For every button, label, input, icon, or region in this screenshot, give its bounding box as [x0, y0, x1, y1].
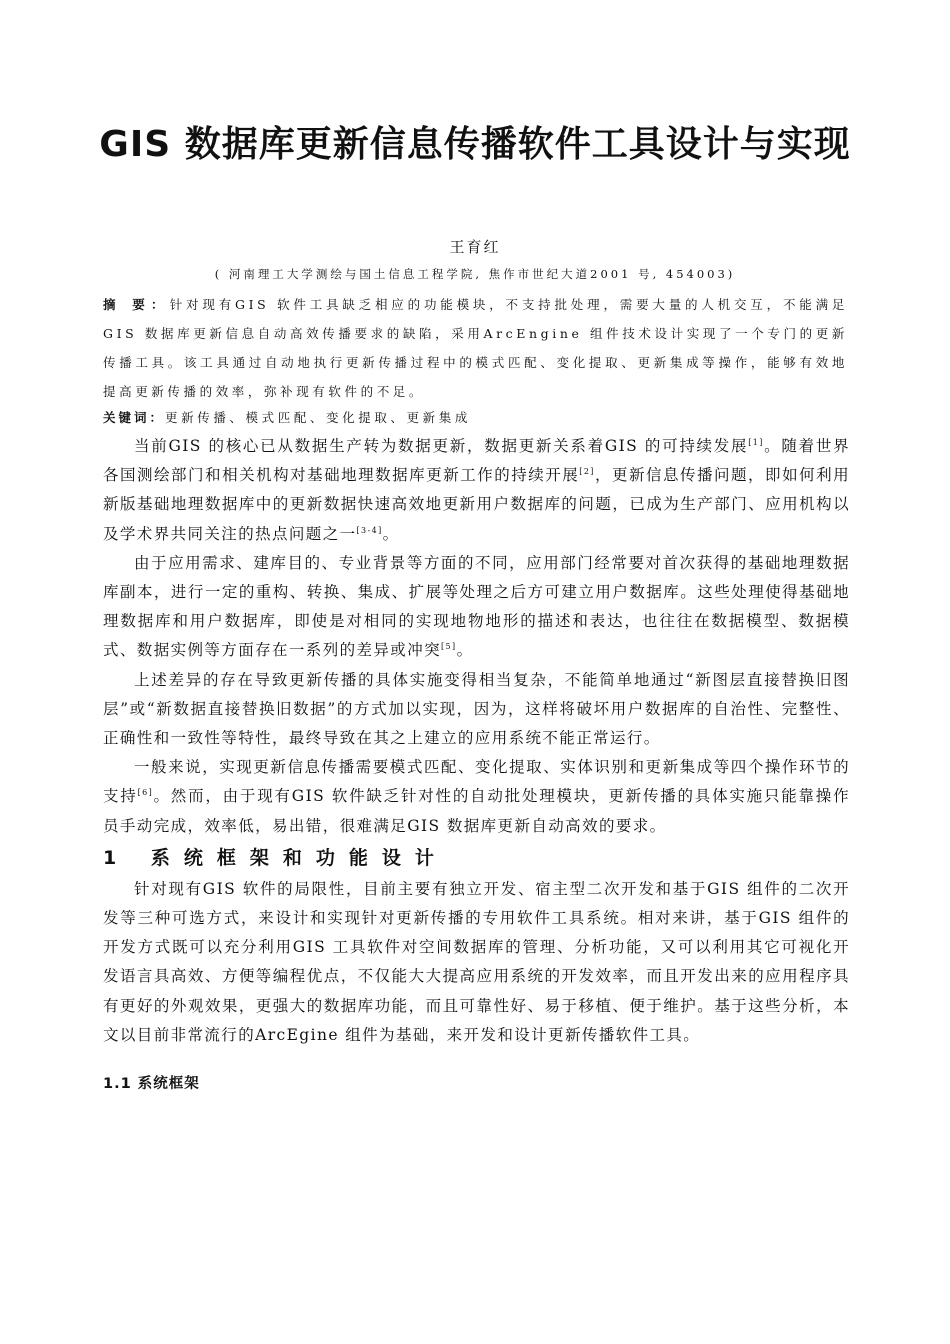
citation: [2]	[579, 467, 595, 477]
abstract	[103, 290, 848, 406]
paragraph-text: 。然而，由于现有GIS 软件缺乏针对性的自动批处理模块，更新传播的具体实施只能靠操作员手动完成，效率低，易出错，很难满足GIS 数据库更新自动高效的要求。	[103, 787, 850, 835]
citation: [3-4]	[356, 525, 383, 535]
body-text	[103, 432, 850, 1099]
paper-title: GIS 数据库更新信息传播软件工具设计与实现	[99, 124, 851, 165]
keywords-label: 关键词：	[103, 410, 166, 425]
paragraph-2	[103, 549, 850, 666]
paragraph-4	[103, 753, 850, 841]
citation: [1]	[748, 437, 764, 447]
paragraph-text: 。	[456, 641, 474, 660]
paragraph-1	[103, 432, 850, 549]
abstract-text: 针对现有GIS 软件工具缺乏相应的功能模块，不支持批处理，需要大量的人机交互，不能满足GIS 数据库更新信息自动高效传播要求的缺陷，采用ArcEngine 组件技术设计实现了一个专门的更新传播工具。该工具通过自动地执行更新传播过程中的模式匹配、变化提取、更新集成等操作，能够有效地提高更新传播的效率，弥补现有软件的不足。	[103, 297, 848, 399]
section-paragraph: 针对现有GIS 软件的局限性，目前主要有独立开发、宿主型二次开发和基于GIS 组件的二次开发等三种可选方式，来设计和实现针对更新传播的专用软件工具系统。相对来讲，基于GIS 组件的开发方式既可以充分利用GIS 工具软件对空间数据库的管理、分析功能，又可以利用其它可视化开发语言具高效、方便等编程优点，不仅能大大提高应用系统的开发效率，而且开发出来的应用程序具有更好的外观效果，更强大的数据库功能，而且可靠性好、易于移植、便于维护。基于这些分析，本文以目前非常流行的ArcEgine 组件为基础，来开发和设计更新传播软件工具。	[103, 879, 850, 1044]
affiliation: ( 河南理工大学测绘与国土信息工程学院, 焦作市世纪大道2001 号, 454003)	[214, 267, 736, 281]
subsection-heading: 1.1 系统框架	[103, 1076, 200, 1093]
paragraph-text: 一般来说，实现更新信息传播需要模式匹配、变化提取、实体识别和更新集成等四个操作环节的支持	[103, 758, 850, 806]
paragraph-text: 由于应用需求、建库目的、专业背景等方面的不同，应用部门经常要对首次获得的基础地理数据库副本，进行一定的重构、转换、集成、扩展等处理之后方可建立用户数据库。这些处理使得基础地理数据库和用户数据库，即使是对相同的实现地物地形的描述和表达，也往往在数据模型、数据模式、数据实例等方面存在一系列的差异或冲突	[103, 553, 850, 660]
paragraph-3	[103, 666, 850, 754]
section-heading: 1 系统框架和功能设计	[103, 846, 448, 869]
paragraph-text: 上述差异的存在导致更新传播的具体实施变得相当复杂，不能简单地通过“新图层直接替换旧图层”或“新数据直接替换旧数据”的方式加以实现，因为，这样将破坏用户数据库的自治性、完整性、正确性和一致性等特性，最终导致在其之上建立的应用系统不能正常运行。	[103, 670, 850, 748]
paragraph-text: ，更新信息传播问题，即如何利用新版基础地理数据库中的更新数据快速高效地更新用户数据库的问题，已成为生产部门、应用机构以及学术界共同关注的热点问题之一	[103, 466, 850, 543]
paragraph-text: 当前GIS 的核心已从数据生产转为数据更新，数据更新关系着GIS 的可持续发展	[134, 437, 749, 455]
citation: [6]	[137, 788, 154, 798]
citation: [5]	[441, 642, 457, 652]
author-name: 王育红	[449, 238, 501, 256]
paragraph-text: 。	[382, 524, 400, 543]
keywords	[103, 403, 848, 432]
abstract-label: 摘 要：	[103, 297, 170, 312]
keywords-text: 更新传播、模式匹配、变化提取、更新集成	[165, 410, 471, 425]
paragraph-text: 。随着世界各国测绘部门和相关机构对基础地理数据库更新工作的持续开展	[103, 437, 850, 485]
